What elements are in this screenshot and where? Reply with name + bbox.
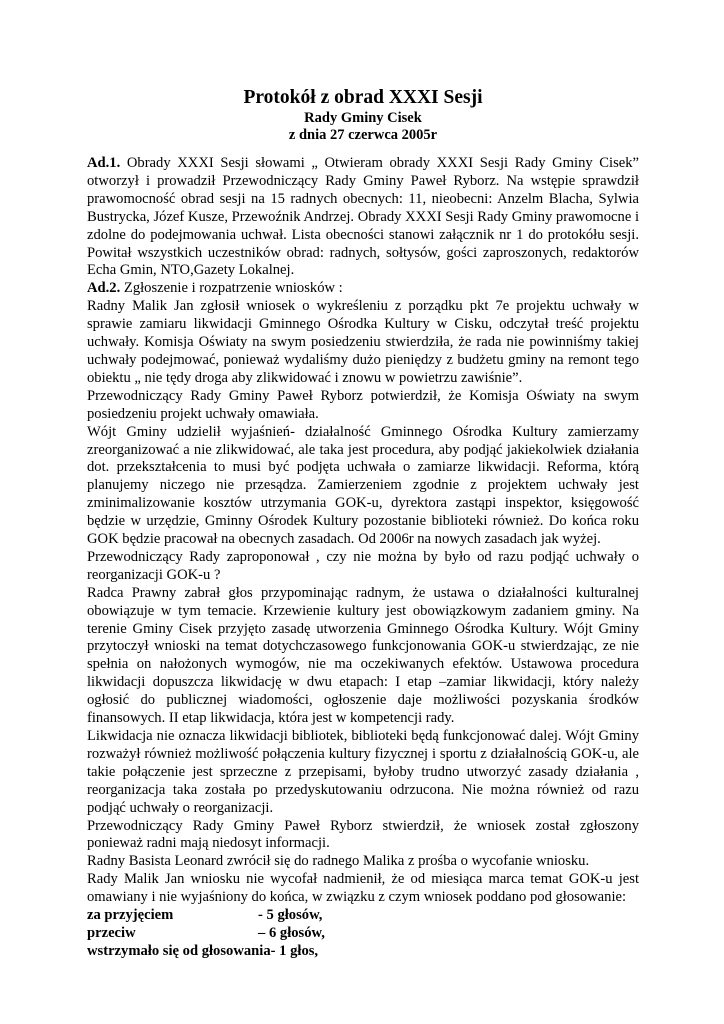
vote-label: wstrzymało się od głosowania	[87, 942, 271, 959]
title-block	[87, 86, 639, 143]
paragraph-ad1	[87, 155, 639, 280]
paragraph-text: Obrady XXXI Sesji słowami „ Otwieram obrady XXXI Sesji Rady Gminy Cisek” otworzył i prowadził Przewodniczący Rady Gminy Paweł Ryborz. Na wstępie sprawdził prawomocność obrad sesji na 15 radnych obecnych: 11, nieobecni: Anzelm Blacha, Sylwia Bustrycka, Józef Kusze, Przewoźnik Andrzej. Obrady XXXI Sesji Rady Gminy prawomocne i zdolne do podejmowania uchwał. Lista obecności stanowi załącznik nr 1 do protokółu sesji. Powitał wszystkich uczestników obrad: radnych, sołtysów, gości zaproszonych, redaktorów Echa Gmin, NTO,Gazety Lokalnej.	[87, 155, 639, 279]
paragraph: Radny Malik Jan zgłosił wniosek o wykreśleniu z porządku pkt 7e projektu uchwały w sprawie zamiaru likwidacji Gminnego Ośrodka Kultury w Cisku, odczytał treść projektu uchwały. Komisja Oświaty na swym posiedzeniu stwierdziła, że rada nie powinniśmy takiej uchwały podejmować, ponieważ wydaliśmy dużo pieniędzy z budżetu gminy na remont tego obiektu „ nie tędy droga aby zlikwidować i znowu w powietrzu zawiśnie”.	[87, 298, 639, 386]
vote-row-against	[87, 925, 639, 943]
document-subtitle: Rady Gminy Cisek	[304, 110, 422, 126]
paragraph: Wójt Gminy udzielił wyjaśnień- działalność Gminnego Ośrodka Kultury zamierzamy zreorganizować a nie zlikwidować, ale taka jest procedura, aby podjąć jakiekolwiek działania dot. przekształcenia to musi być podjęta uchwała o zamiarze likwidacji. Reforma, którą planujemy niczego nie przesądza. Zamierzeniem zgodnie z projektem uchwały jest zminimalizowanie kosztów utrzymania GOK-u, dyrektora zastąpi inspektor, księgowość będzie w urzędzie, Gminny Ośrodek Kultury pozostanie biblioteki również. Do końca roku GOK będzie pracował na obecnych zasadach. Od 2006r na nowych zasadach jak wyżej.	[87, 423, 639, 548]
paragraph: Radny Basista Leonard zwrócił się do radnego Malika z prośba o wycofanie wniosku.	[87, 853, 590, 870]
paragraph-marker: Ad.1.	[87, 155, 121, 171]
paragraph-marker: Ad.2.	[87, 280, 121, 297]
vote-value: - 5 głosów,	[258, 907, 323, 924]
document-title: Protokół z obrad XXXI Sesji	[243, 87, 483, 108]
paragraph: Radca Prawny zabrał głos przypominając radnym, że ustawa o działalności kulturalnej obowiązuje w tym temacie. Krzewienie kultury jest obowiązkowym zadaniem gminy. Na terenie Gminy Cisek przyjęto zasadę utworzenia Gminnego Ośrodka Kultury. Wójt Gminy przytoczył wnioski na temat dotychczasowego funkcjonowania GOK-u stwierdzając, ze nie spełnia on nałożonych wymogów, nie ma oczekiwanych efektów. Ustawowa procedura likwidacji dopuszcza likwidację w dwu etapach: I etap –zamiar likwidacji, który należy ogłosić do publicznej wiadomości, ogłoszenie daje możliwości pozyskania środków finansowych. II etap likwidacja, która jest w kompetencji rady.	[87, 584, 639, 727]
vote-label: za przyjęciem	[87, 907, 174, 924]
paragraph-ad2	[87, 280, 639, 298]
vote-row-abstain	[87, 943, 639, 961]
vote-row-for	[87, 907, 639, 925]
vote-label: przeciw	[87, 924, 136, 941]
vote-value: - 1 głos,	[270, 942, 319, 959]
paragraph: Rady Malik Jan wniosku nie wycofał nadmienił, że od miesiąca marca temat GOK-u jest omawiany i nie wyjaśniony do końca, w związku z czym wniosek poddano pod głosowanie:	[87, 871, 639, 906]
paragraph-text: Zgłoszenie i rozpatrzenie wniosków :	[120, 280, 343, 297]
document-body	[87, 155, 639, 961]
paragraph: Przewodniczący Rady zaproponował , czy nie można by było od razu podjąć uchwały o reorganizacji GOK-u ?	[87, 548, 639, 583]
document-page	[87, 86, 639, 961]
paragraph: Przewodniczący Rady Gminy Paweł Ryborz potwierdził, że Komisja Oświaty na swym posiedzeniu projekt uchwały omawiała.	[87, 387, 639, 422]
paragraph: Przewodniczący Rady Gminy Paweł Ryborz stwierdził, że wniosek został zgłoszony ponieważ radni mają niedosyt informacji.	[87, 817, 639, 852]
vote-results	[87, 907, 639, 961]
paragraph: Likwidacja nie oznacza likwidacji bibliotek, biblioteki będą funkcjonować dalej. Wójt Gminy rozważył również możliwość połączenia kultury fizycznej i sportu z działalnością GOK-u, ale takie połączenie jest sprzeczne z przepisami, byłoby trudno utworzyć zasady działania , reorganizacja taka została po przedyskutowaniu odrzucona. Nie można również od razu podjąć uchwały o reorganizacji.	[87, 728, 639, 816]
vote-value: – 6 głosów,	[258, 924, 325, 941]
document-date: z dnia 27 czerwca 2005r	[288, 126, 438, 143]
